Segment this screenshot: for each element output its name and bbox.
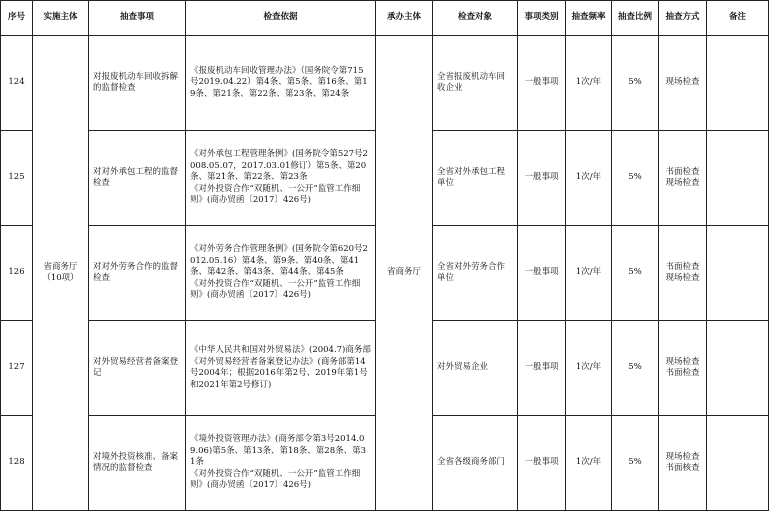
item-category: 一般事项 xyxy=(518,131,566,226)
inspection-basis xyxy=(186,416,376,511)
inspection-item: 对境外投资核准、备案情况的监督检查 xyxy=(89,416,186,511)
row-number: 128 xyxy=(1,416,33,511)
inspection-frequency: 1次/年 xyxy=(566,321,612,416)
undertaking-body: 省商务厅 xyxy=(376,36,433,511)
header-ratio: 抽查比例 xyxy=(612,1,659,36)
basis-line: 《境外投资管理办法》(商务部令第3号2014.09.06)第5条、第13条、第18条、第28条、第31条 xyxy=(190,434,367,468)
inspection-target: 对外贸易企业 xyxy=(433,321,518,416)
note-cell xyxy=(707,416,769,511)
item-category: 一般事项 xyxy=(518,416,566,511)
implementing-body-cell xyxy=(33,36,89,511)
inspection-target: 全省各级商务部门 xyxy=(433,416,518,511)
header-basis: 检查依据 xyxy=(186,1,376,36)
inspection-item: 对对外承包工程的监督检查 xyxy=(89,131,186,226)
row-number: 125 xyxy=(1,131,33,226)
header-implementing-body: 实施主体 xyxy=(33,1,89,36)
inspection-method xyxy=(659,416,707,511)
note-cell xyxy=(707,226,769,321)
inspection-item: 对外贸易经营者备案登记 xyxy=(89,321,186,416)
method-line: 书面检查 xyxy=(665,166,700,177)
inspection-basis xyxy=(186,36,376,131)
header-row xyxy=(1,1,769,36)
inspection-ratio: 5% xyxy=(612,36,659,131)
inspection-basis xyxy=(186,131,376,226)
inspection-method xyxy=(659,321,707,416)
item-category: 一般事项 xyxy=(518,36,566,131)
header-target: 检查对象 xyxy=(433,1,518,36)
header-no: 序号 xyxy=(1,1,33,36)
header-note: 备注 xyxy=(707,1,769,36)
note-cell xyxy=(707,36,769,131)
basis-line: 《对外投资合作“双随机、一公开”监管工作细则》(商办贸函〔2017〕426号) xyxy=(190,278,361,301)
table-row xyxy=(1,36,769,131)
method-line: 书面核查 xyxy=(665,463,700,473)
inspection-frequency: 1次/年 xyxy=(566,36,612,131)
item-category: 一般事项 xyxy=(518,321,566,416)
inspection-target: 全省对外劳务合作单位 xyxy=(433,226,518,321)
header-method: 抽查方式 xyxy=(659,1,707,36)
basis-line: 《报废机动车回收管理办法》（国务院令第715号2019.04.22）第4条、第5条、第16条、第19条、第21条、第22条、第23条、第24条 xyxy=(190,65,368,99)
method-line: 现场检查 xyxy=(665,273,700,283)
inspection-basis xyxy=(186,321,376,416)
item-category: 一般事项 xyxy=(518,226,566,321)
method-line: 现场检查 xyxy=(665,356,700,367)
inspection-ratio: 5% xyxy=(612,416,659,511)
method-line: 现场检查 xyxy=(665,178,700,188)
inspection-method xyxy=(659,226,707,321)
header-category: 事项类别 xyxy=(518,1,566,36)
inspection-basis xyxy=(186,226,376,321)
inspection-ratio: 5% xyxy=(612,321,659,416)
method-line: 书面检查 xyxy=(665,368,700,378)
implementing-body: 省商务厅 （10项） xyxy=(42,261,79,283)
method-line: 现场检查 xyxy=(665,77,700,88)
basis-line: 《对外劳务合作管理条例》(国务院令第620号2012.05.16）第4条、第9条、第40条、第41条、第42条、第43条、第44条、第45条 xyxy=(190,244,368,278)
basis-line: 《对外投资合作“双随机、一公开”监管工作细则》(商办贸函〔2017〕426号) xyxy=(190,468,361,491)
inspection-frequency: 1次/年 xyxy=(566,416,612,511)
inspection-target: 全省报废机动车回收企业 xyxy=(433,36,518,131)
inspection-frequency: 1次/年 xyxy=(566,131,612,226)
header-frequency: 抽查频率 xyxy=(566,1,612,36)
inspection-target: 全省对外承包工程单位 xyxy=(433,131,518,226)
basis-line: 《对外投资合作“双随机、一公开”监管工作细则》(商办贸函〔2017〕426号) xyxy=(190,183,361,206)
inspection-frequency: 1次/年 xyxy=(566,226,612,321)
note-cell xyxy=(707,321,769,416)
basis-line: 《中华人民共和国对外贸易法》(2004.7)商务部《对外贸易经营者备案登记办法》(商务部第14号2004年；根据2016年第2号、2019年第1号和2021年第2号修订) xyxy=(190,345,371,390)
inspection-method xyxy=(659,131,707,226)
row-number: 127 xyxy=(1,321,33,416)
inspection-ratio: 5% xyxy=(612,226,659,321)
method-line: 书面检查 xyxy=(665,261,700,272)
inspection-method xyxy=(659,36,707,131)
basis-line: 《对外承包工程管理条例》(国务院令第527号2008.05.07，2017.03.01修订）第5条、第20条、第21条、第22条、第23条 xyxy=(190,149,368,183)
inspection-item: 对对外劳务合作的监督检查 xyxy=(89,226,186,321)
header-item: 抽查事项 xyxy=(89,1,186,36)
row-number: 126 xyxy=(1,226,33,321)
row-number: 124 xyxy=(1,36,33,131)
inspection-ratio: 5% xyxy=(612,131,659,226)
note-cell xyxy=(707,131,769,226)
inspection-item: 对报废机动车回收拆解的监督检查 xyxy=(89,36,186,131)
method-line: 现场检查 xyxy=(665,451,700,462)
header-undertaking-body: 承办主体 xyxy=(376,1,433,36)
